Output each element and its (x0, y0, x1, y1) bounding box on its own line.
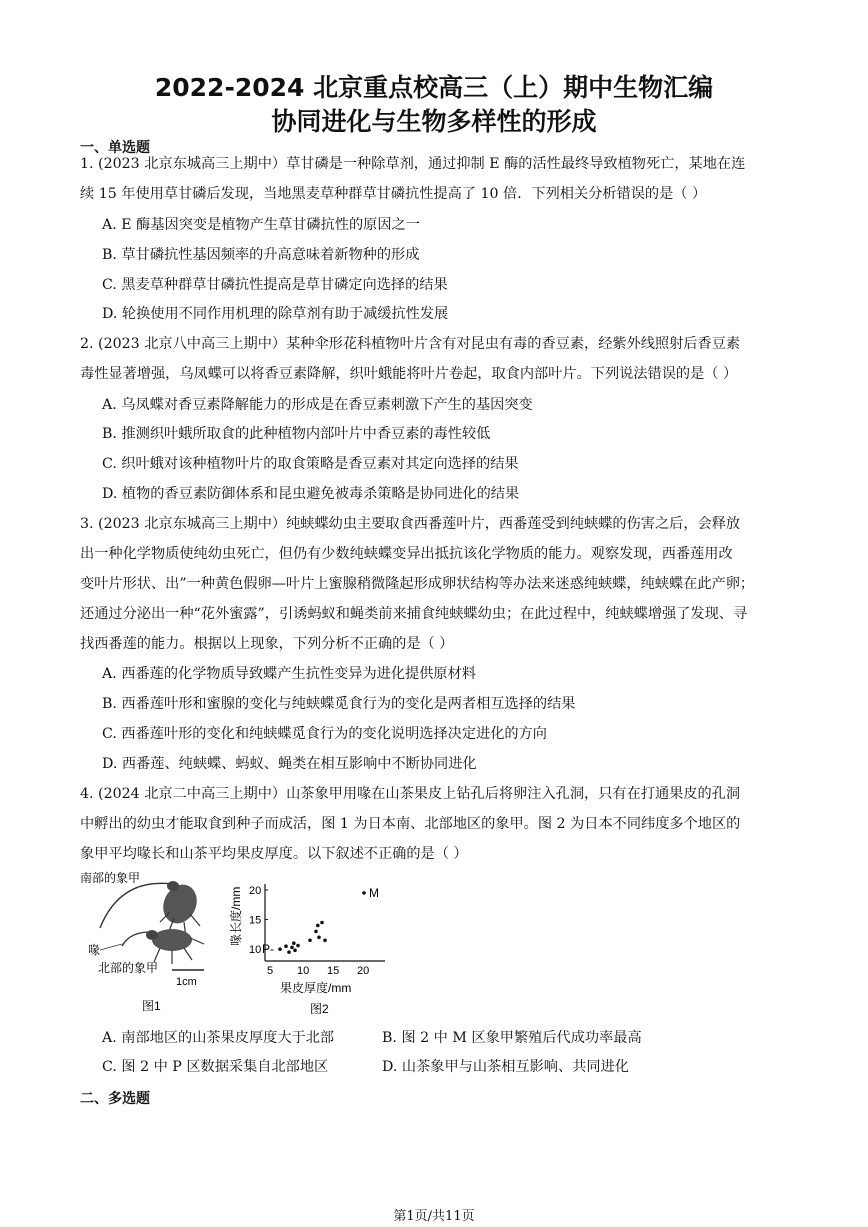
question-1-option-d: D. 轮换使用不同作用机理的除草剂有助于减缓抗性发展 (102, 306, 449, 322)
question-3-option-b: B. 西番莲叶形和蜜腺的变化与纯蛱蝶觅食行为的变化是两者相互选择的结果 (102, 696, 576, 712)
scatter-point (317, 936, 321, 940)
scatter-point (278, 947, 282, 951)
question-1-option-a: A. E 酶基因突变是植物产生草甘磷抗性的原因之一 (102, 217, 420, 233)
question-1-option-c: C. 黑麦草种群草甘磷抗性提高是草甘磷定向选择的结果 (102, 277, 448, 293)
scatter-point (308, 938, 312, 942)
question-4-figure (80, 868, 400, 1018)
question-3-line-2: 出一种化学物质使纯幼虫死亡，但仍有少数纯蛱蝶变异出抵抗该化学物质的能力。观察发现，西番莲用改 (80, 546, 733, 562)
question-3-option-c: C. 西番莲叶形的变化和纯蛱蝶觅食行为的变化说明选择决定进化的方向 (102, 726, 547, 742)
question-3-line-1: 3. (2023 北京东城高三上期中）纯蛱蝶幼虫主要取食西番莲叶片，西番莲受到纯蛱蝶的伤害之后，会释放 (80, 516, 741, 532)
figure-2-caption: 图2 (310, 1002, 329, 1016)
question-3-line-4: 还通过分泌出一种“花外蜜露”，引诱蚂蚁和蝇类前来捕食纯蛱蝶幼虫；在此过程中，纯蛱蝶增强了发现、寻 (80, 606, 748, 622)
scatter-point (293, 949, 297, 953)
scale-bar-label: 1cm (176, 976, 197, 988)
x-tick-label: 5 (267, 965, 274, 977)
point-label-m: M (369, 885, 379, 900)
scatter-point (290, 946, 294, 950)
question-3-line-3: 变叶片形状、出”一种黄色假卵—叶片上蜜腺稍微隆起形成卵状结构等办法来迷惑纯蛱蝶，纯蛱蝶在此产卵； (80, 576, 755, 592)
scatter-point (292, 941, 296, 945)
document-title-line2: 协同进化与生物多样性的形成 (271, 107, 597, 136)
question-2-option-a: A. 乌凤蝶对香豆素降解能力的形成是在香豆素刺激下产生的基因突变 (102, 397, 533, 413)
question-3-line-5: 找西番莲的能力。根据以上现象，下列分析不正确的是（ ） (80, 636, 454, 652)
scatter-point (287, 950, 291, 954)
question-4-line-3: 象甲平均喙长和山茶平均果皮厚度。以下叙述不正确的是（ ） (80, 846, 468, 862)
x-tick-label: 10 (297, 965, 310, 977)
y-tick-label: 10 (249, 944, 262, 957)
question-3-option-d: D. 西番莲、纯蛱蝶、蚂蚁、蝇类在相互影响中不断协同进化 (102, 756, 477, 772)
scatter-point (316, 924, 320, 928)
question-1-option-b: B. 草甘磷抗性基因频率的升高意味着新物种的形成 (102, 247, 420, 263)
question-4-option-b: B. 图 2 中 M 区象甲繁殖后代成功率最高 (382, 1030, 642, 1046)
scatter-point (296, 944, 300, 948)
question-1-line-2: 续 15 年使用草甘磷后发现，当地黑麦草种群草甘磷抗性提高了 10 倍．下列相关分析错误的是（ ） (80, 186, 707, 202)
scatter-point (320, 921, 324, 925)
section-heading-multi-choice: 二、多选题 (80, 1091, 150, 1107)
question-3-option-a: A. 西番莲的化学物质导致蝶产生抗性变异为进化提供原材料 (102, 666, 476, 682)
x-axis-label: 果皮厚度/mm (280, 981, 352, 995)
beak-label: 喙 (88, 943, 101, 957)
question-2-line-2: 毒性显著增强，乌凤蝶可以将香豆素降解，织叶蛾能将叶片卷起，取食内部叶片。下列说法错误的是（ ） (80, 366, 738, 382)
question-2-option-c: C. 织叶蛾对该种植物叶片的取食策略是香豆素对其定向选择的结果 (102, 456, 519, 472)
question-4-line-1: 4. (2024 北京二中高三上期中）山茶象甲用喙在山茶果皮上钻孔后将卵注入孔洞，只有在打通果皮的孔洞 (80, 786, 741, 802)
x-tick-label: 20 (357, 965, 370, 977)
question-4-option-a: A. 南部地区的山茶果皮厚度大于北部 (102, 1030, 335, 1046)
section-heading-single-choice: 一、单选题 (80, 140, 150, 156)
question-2-line-1: 2. (2023 北京八中高三上期中）某种伞形花科植物叶片含有对昆虫有毒的香豆素，经紫外线照射后香豆素 (80, 336, 741, 352)
scatter-point (314, 930, 318, 934)
scatter-point (284, 944, 288, 948)
question-4-line-2: 中孵出的幼虫才能取食到种子而成活，图 1 为日本南、北部地区的象甲。图 2 为日本不同纬度多个地区的 (80, 816, 741, 832)
x-tick-label: 15 (327, 965, 340, 977)
y-axis-label: 喙长度/mm (229, 886, 243, 946)
figure-1-caption: 图1 (142, 999, 161, 1013)
figure-2-scatter-plot (228, 884, 385, 1016)
question-4-option-c: C. 图 2 中 P 区数据采集自北部地区 (102, 1059, 329, 1075)
south-weevil-label: 南部的象甲 (80, 871, 141, 885)
y-tick-label: 20 (249, 884, 262, 897)
document-title-line1: 2022-2024 北京重点校高三（上）期中生物汇编 (154, 73, 714, 102)
north-weevil-label: 北部的象甲 (98, 961, 159, 975)
question-2-option-b: B. 推测织叶蛾所取食的此种植物内部叶片中香豆素的毒性较低 (102, 426, 491, 442)
point-label-p: P- (262, 942, 274, 957)
scatter-point (323, 938, 327, 942)
question-1-line-1: 1. (2023 北京东城高三上期中）草甘磷是一种除草剂，通过抑制 E 酶的活性最终导致植物死亡，某地在连 (80, 156, 746, 172)
question-4-option-d: D. 山茶象甲与山茶相互影响、共同进化 (382, 1059, 629, 1075)
question-2-option-d: D. 植物的香豆素防御体系和昆虫避免被毒杀策略是协同进化的结果 (102, 486, 520, 502)
scatter-point (362, 891, 366, 895)
figure-1-weevil-illustration (80, 870, 204, 1013)
y-tick-label: 15 (249, 914, 262, 927)
page-footer: 第1页/共11页 (393, 1209, 475, 1224)
